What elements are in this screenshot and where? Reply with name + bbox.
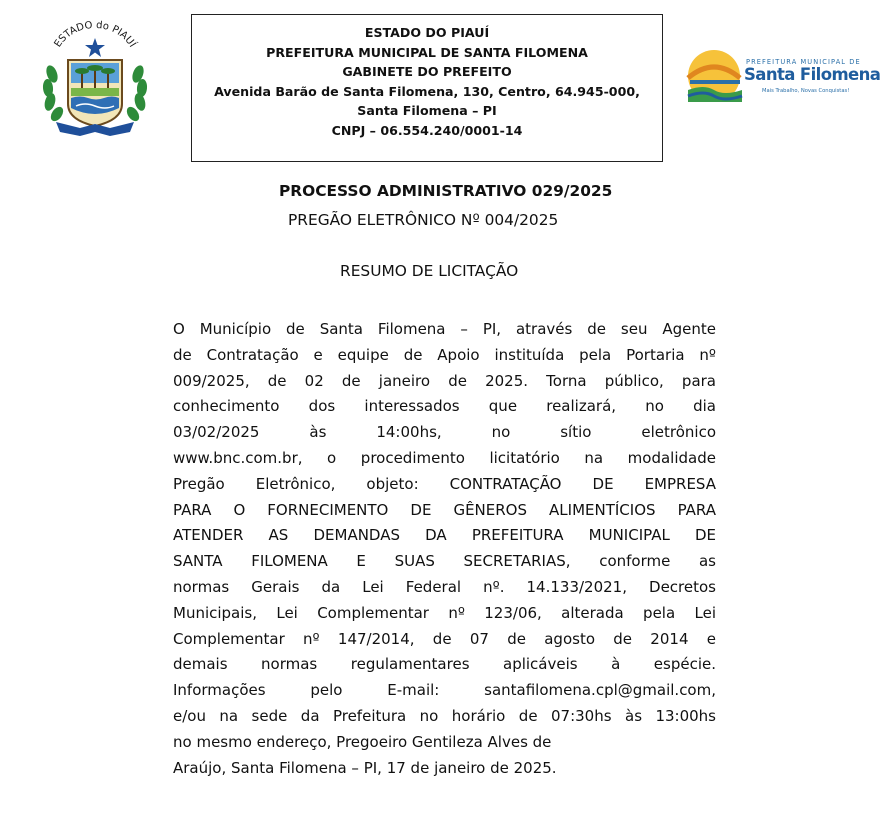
logo-tagline: Mais Trabalho, Novas Conquistas!: [762, 88, 850, 94]
body-line: Complementar nº 147/2014, de 07 de agosto de 2014 e: [173, 629, 716, 648]
body-line: e/ou na sede da Prefeitura no horário de 07:30hs às 13:00hs: [173, 706, 716, 725]
seal-arc-text-path: ESTADO do PIAUÍ: [52, 19, 138, 50]
municipality-logo: [684, 48, 879, 104]
body-line: no mesmo endereço, Pregoeiro Gentileza Alves de: [173, 732, 552, 751]
letterhead-box: [191, 14, 663, 162]
body-line: Araújo, Santa Filomena – PI, 17 de janeiro de 2025.: [173, 758, 557, 777]
body-line: SANTA FILOMENA E SUAS SECRETARIAS, conforme as: [173, 552, 716, 571]
header-line-cnpj: CNPJ – 06.554.240/0001-14: [331, 122, 523, 138]
body-line: conhecimento dos interessados que realizará, no dia: [173, 397, 716, 416]
body-line: Municipais, Lei Complementar nº 123/06, alterada pela Lei: [173, 603, 716, 622]
state-seal-icon: [30, 16, 160, 140]
bridge-logo-icon: [684, 48, 746, 104]
seal-star: [85, 38, 105, 57]
header-line-address: Avenida Barão de Santa Filomena, 130, Centro, 64.945-000,: [214, 83, 640, 99]
body-line: Pregão Eletrônico, objeto: CONTRATAÇÃO DE EMPRESA: [173, 474, 716, 493]
body-line: 03/02/2025 às 14:00hs, no sítio eletrônico: [173, 423, 716, 442]
header-line-state: ESTADO DO PIAUÍ: [364, 25, 490, 40]
body-line: de Contratação e equipe de Apoio instituída pela Portaria nº: [173, 345, 716, 364]
body-line: 009/2025, de 02 de janeiro de 2025. Torna público, para: [173, 371, 716, 390]
body-line: ATENDER AS DEMANDAS DA PREFEITURA MUNICIPAL DE: [173, 526, 716, 545]
header-line-office: GABINETE DO PREFEITO: [342, 64, 512, 80]
auction-subtitle: PREGÃO ELETRÔNICO Nº 004/2025: [288, 211, 559, 229]
state-seal: [30, 16, 160, 140]
body-line: normas Gerais da Lei Federal nº. 14.133/2021, Decretos: [173, 577, 716, 596]
body-line: O Município de Santa Filomena – PI, através de seu Agente: [173, 320, 716, 338]
notice-body: [173, 317, 716, 781]
body-line: Informações pelo E-mail: santafilomena.cpl@gmail.com,: [173, 681, 716, 700]
logo-top-text: PREFEITURA MUNICIPAL DE: [746, 58, 861, 66]
process-title: PROCESSO ADMINISTRATIVO 029/2025: [279, 182, 613, 200]
logo-name-text: Santa Filomena: [744, 65, 881, 84]
body-line: www.bnc.com.br, o procedimento licitatório na modalidade: [173, 448, 716, 467]
body-line: demais normas regulamentares aplicáveis à espécie.: [173, 655, 716, 674]
header-line-city: Santa Filomena – PI: [357, 103, 497, 119]
body-line: PARA O FORNECIMENTO DE GÊNEROS ALIMENTÍCIOS PARA: [173, 500, 716, 519]
section-heading: RESUMO DE LICITAÇÃO: [340, 262, 519, 280]
header-line-prefecture: PREFEITURA MUNICIPAL DE SANTA FILOMENA: [266, 44, 588, 60]
